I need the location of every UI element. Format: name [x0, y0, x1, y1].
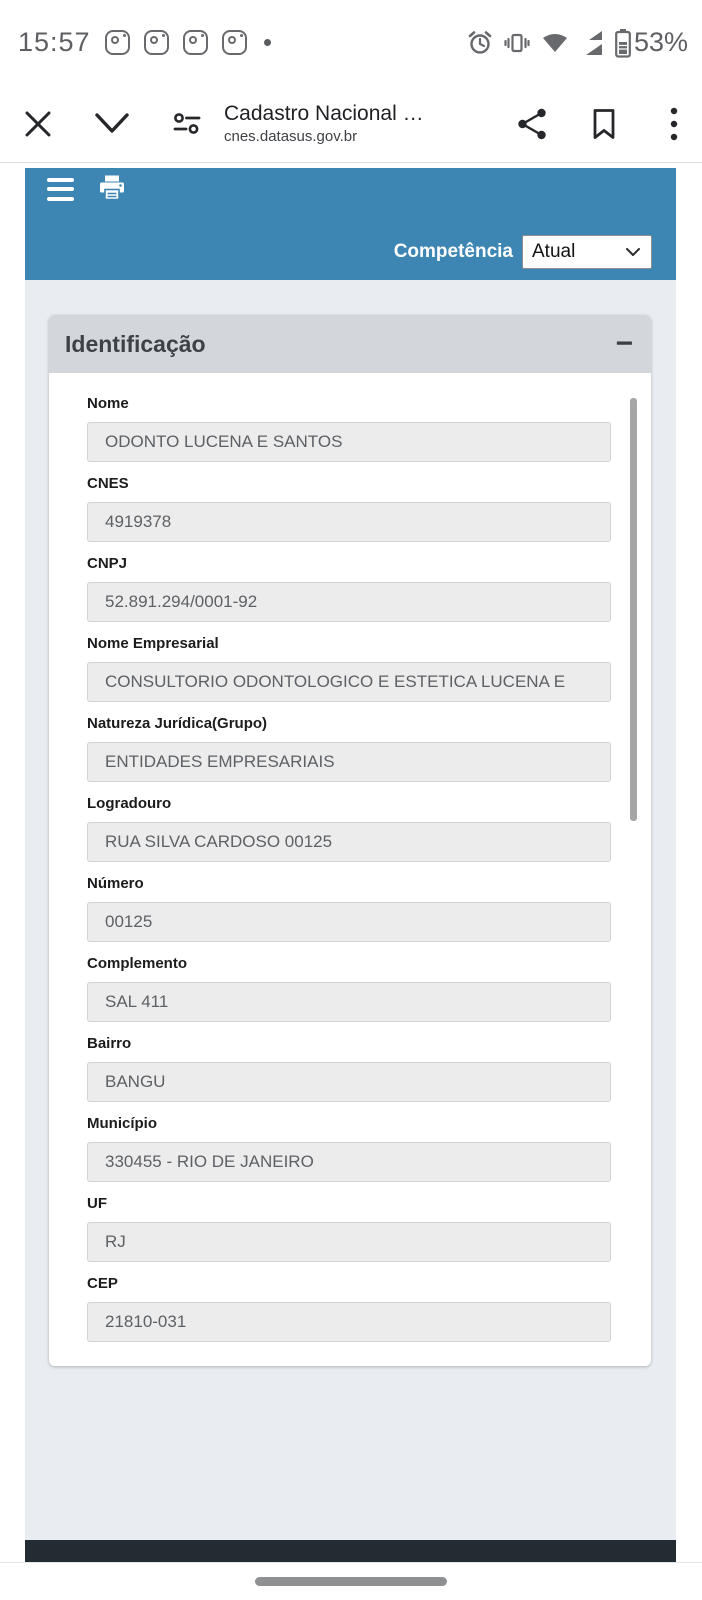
form-field — [87, 875, 611, 942]
field-label: CNES — [87, 475, 129, 492]
kebab-menu-icon — [670, 107, 678, 141]
field-value-input[interactable]: ENTIDADES EMPRESARIAIS — [87, 742, 611, 782]
form-field — [87, 1195, 611, 1262]
chevron-down-icon — [93, 111, 131, 137]
field-label: Bairro — [87, 1035, 132, 1052]
tune-icon — [173, 112, 201, 136]
cellular-signal-icon — [579, 29, 605, 57]
field-value-input[interactable]: RUA SILVA CARDOSO 00125 — [87, 822, 611, 862]
field-label: CNPJ — [87, 555, 128, 572]
field-label: Número — [87, 875, 144, 892]
page-content — [25, 280, 676, 1540]
competencia-selected-value: Atual — [532, 241, 576, 262]
browser-toolbar — [0, 85, 702, 163]
form-field — [87, 475, 611, 542]
battery-percent-text: 53% — [633, 27, 688, 57]
gesture-navigation-bar — [0, 1562, 702, 1600]
form-field — [87, 635, 611, 702]
menu-button[interactable] — [47, 178, 74, 201]
bookmark-button[interactable] — [584, 102, 624, 146]
field-label: Natureza Jurídica(Grupo) — [87, 715, 268, 732]
page-url: cnes.datasus.gov.br — [224, 128, 358, 145]
field-value-input[interactable]: 00125 — [87, 902, 611, 942]
panel-title: Identificação — [65, 330, 206, 357]
form-field — [87, 1115, 611, 1182]
field-label: UF — [87, 1195, 107, 1212]
collapse-panel-button[interactable]: − — [615, 327, 633, 360]
share-button[interactable] — [512, 102, 552, 146]
clock-text: 15:57 — [18, 27, 91, 57]
field-value-input[interactable]: RJ — [87, 1222, 611, 1262]
form-field — [87, 1035, 611, 1102]
printer-icon — [100, 176, 124, 200]
identificacao-panel-header[interactable] — [49, 315, 651, 373]
field-label: Nome — [87, 395, 129, 412]
page-title: Cadastro Nacional … — [224, 102, 424, 125]
print-button[interactable] — [97, 174, 127, 204]
field-value-input[interactable]: 52.891.294/0001-92 — [87, 582, 611, 622]
field-label: Município — [87, 1115, 157, 1132]
field-label: Complemento — [87, 955, 188, 972]
battery-icon — [614, 28, 632, 58]
form-field — [87, 555, 611, 622]
page-controls-button[interactable] — [170, 102, 204, 146]
identificacao-panel — [49, 315, 651, 1366]
site-header — [25, 168, 676, 280]
alarm-icon — [466, 29, 494, 57]
site-footer-bar — [25, 1540, 676, 1562]
more-notifications-dot-icon — [264, 39, 271, 46]
page-title-block — [224, 100, 512, 147]
field-label: CEP — [87, 1275, 118, 1292]
field-value-input[interactable]: 4919378 — [87, 502, 611, 542]
form-field — [87, 1275, 611, 1342]
gesture-handle[interactable] — [255, 1577, 447, 1586]
field-value-input[interactable]: BANGU — [87, 1062, 611, 1102]
instagram-notification-icon — [183, 30, 208, 55]
close-tab-button[interactable] — [18, 102, 58, 146]
field-label: Logradouro — [87, 795, 172, 812]
webview — [0, 164, 702, 1562]
bookmark-icon — [590, 107, 618, 141]
field-label: Nome Empresarial — [87, 635, 219, 652]
field-value-input[interactable]: 21810-031 — [87, 1302, 611, 1342]
competencia-select[interactable] — [522, 235, 652, 269]
hamburger-icon — [47, 178, 74, 182]
form-field — [87, 955, 611, 1022]
identificacao-fields — [49, 373, 651, 1366]
field-value-input[interactable]: SAL 411 — [87, 982, 611, 1022]
vibrate-icon — [503, 29, 531, 57]
instagram-notification-icon — [105, 30, 130, 55]
share-icon — [516, 107, 548, 141]
field-value-input[interactable]: ODONTO LUCENA E SANTOS — [87, 422, 611, 462]
form-field — [87, 395, 611, 462]
competencia-label: Competência — [393, 241, 513, 262]
site-container — [25, 168, 676, 1562]
instagram-notification-icon — [222, 30, 247, 55]
close-icon — [23, 109, 53, 139]
select-chevron-down-icon — [625, 247, 641, 257]
scrollbar-thumb[interactable] — [630, 398, 637, 821]
instagram-notification-icon — [144, 30, 169, 55]
browser-menu-button[interactable] — [654, 102, 694, 146]
form-field — [87, 795, 611, 862]
expand-toolbar-button[interactable] — [90, 102, 134, 146]
field-value-input[interactable]: CONSULTORIO ODONTOLOGICO E ESTETICA LUCENA E — [87, 662, 611, 702]
form-field — [87, 715, 611, 782]
wifi-icon — [540, 29, 570, 57]
status-bar — [0, 0, 702, 85]
field-value-input[interactable]: 330455 - RIO DE JANEIRO — [87, 1142, 611, 1182]
